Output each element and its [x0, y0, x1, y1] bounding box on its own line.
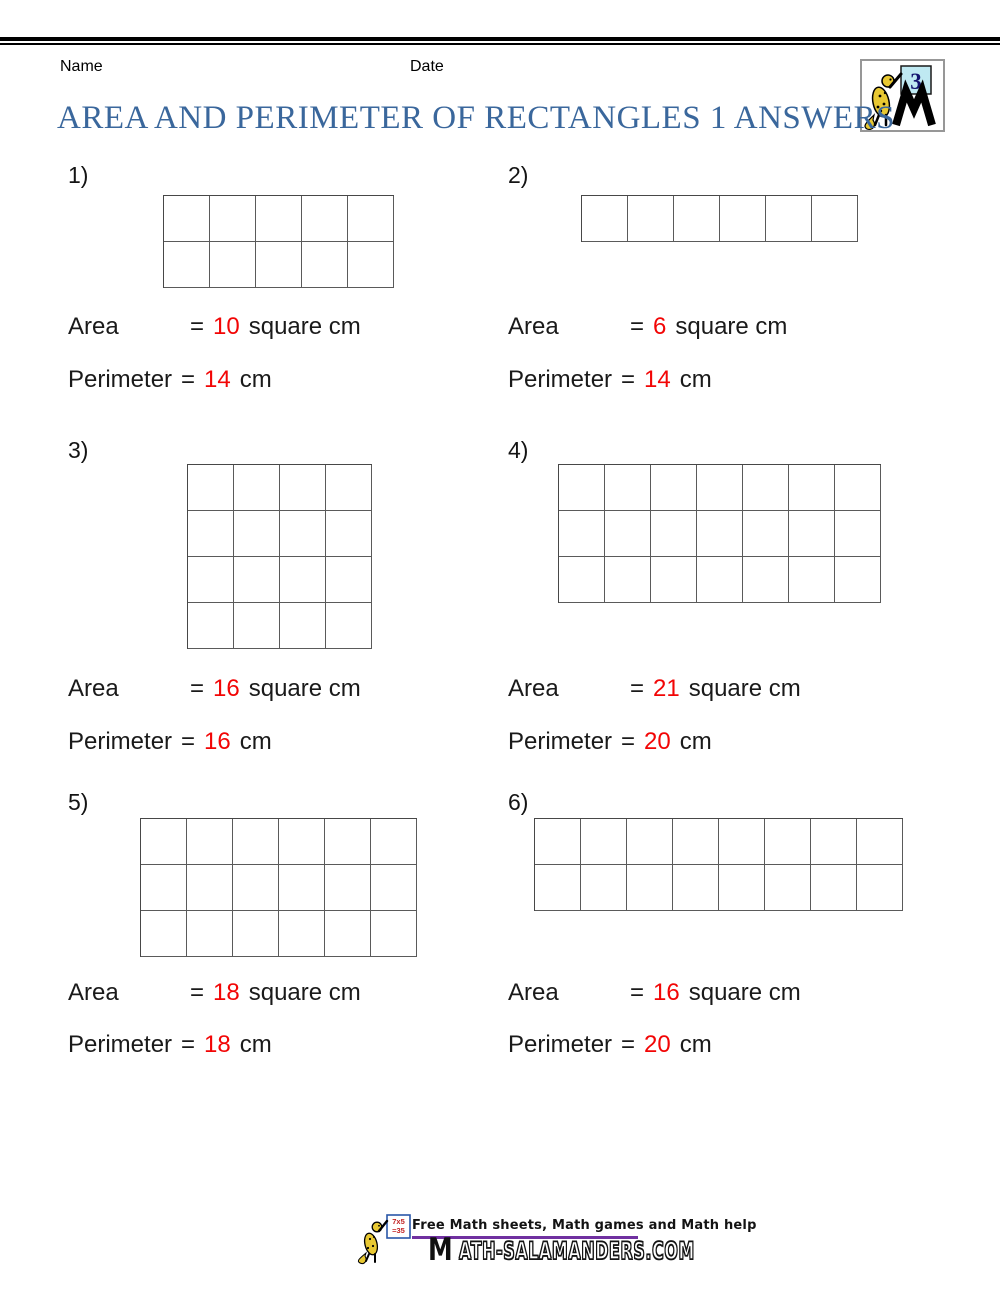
- equals-sign: =: [630, 313, 645, 340]
- grid-cell: [188, 557, 234, 603]
- grid-cell: [559, 511, 605, 557]
- grid-cell: [233, 865, 279, 911]
- grid-cell: [325, 819, 371, 865]
- grid-cell: [326, 465, 372, 511]
- grid-cell: [234, 557, 280, 603]
- equals-sign: =: [190, 313, 205, 340]
- grid-cell: [605, 511, 651, 557]
- grid-cell: [234, 465, 280, 511]
- grid-cell: [164, 242, 210, 288]
- grid-cell: [187, 911, 233, 957]
- area-unit: square cm: [248, 675, 361, 702]
- grid-cell: [857, 819, 903, 865]
- grid-cell: [627, 865, 673, 911]
- area-label: Area: [508, 313, 559, 340]
- grid-cell: [581, 819, 627, 865]
- equals-sign: =: [190, 675, 205, 702]
- grid-cell: [651, 511, 697, 557]
- problem-6-perimeter-line: [508, 1031, 712, 1059]
- equals-sign: =: [621, 728, 636, 755]
- grid-cell: [187, 865, 233, 911]
- equals-sign: =: [630, 979, 645, 1006]
- perimeter-label: Perimeter: [508, 366, 613, 393]
- perimeter-label: Perimeter: [508, 1031, 613, 1058]
- perimeter-value: 14: [644, 366, 671, 393]
- problem-1-area-line: [68, 313, 361, 341]
- perimeter-unit: cm: [679, 728, 712, 755]
- area-label: Area: [68, 979, 119, 1006]
- equals-sign: =: [190, 979, 205, 1006]
- footer-brand: [428, 1232, 816, 1268]
- grid-cell: [559, 465, 605, 511]
- grid-cell: [559, 557, 605, 603]
- problem-6-area-line: [508, 979, 801, 1007]
- grid-cell: [627, 819, 673, 865]
- problem-5-number: 5): [68, 789, 89, 815]
- grid-cell: [164, 196, 210, 242]
- grid-cell: [280, 603, 326, 649]
- grid-cell: [582, 196, 628, 242]
- perimeter-value: 14: [204, 366, 231, 393]
- grid-cell: [674, 196, 720, 242]
- grid-cell: [835, 557, 881, 603]
- area-label: Area: [508, 675, 559, 702]
- area-unit: square cm: [675, 313, 788, 340]
- area-value: 18: [213, 979, 240, 1006]
- grid-cell: [835, 511, 881, 557]
- grid-cell: [326, 603, 372, 649]
- name-label: Name: [60, 58, 103, 75]
- grid-cell: [605, 465, 651, 511]
- grid-cell: [371, 865, 417, 911]
- grid-cell: [857, 865, 903, 911]
- date-label: Date: [410, 58, 444, 75]
- grid-cell: [279, 911, 325, 957]
- perimeter-value: 20: [644, 728, 671, 755]
- grid-cell: [697, 511, 743, 557]
- grid-cell: [789, 511, 835, 557]
- problem-1-grid: [163, 195, 394, 288]
- problem-3-perimeter-line: [68, 728, 272, 756]
- grid-cell: [765, 865, 811, 911]
- problem-2-number: 2): [508, 162, 529, 188]
- grid-cell: [719, 865, 765, 911]
- grid-cell: [233, 911, 279, 957]
- perimeter-value: 16: [204, 728, 231, 755]
- footer-board-line2: =35: [392, 1226, 405, 1235]
- grid-cell: [719, 819, 765, 865]
- problem-5-grid: [140, 818, 417, 957]
- grid-cell: [371, 911, 417, 957]
- grid-cell: [811, 819, 857, 865]
- grid-cell: [835, 465, 881, 511]
- problem-3-grid: [187, 464, 372, 649]
- grid-cell: [766, 196, 812, 242]
- grid-cell: [141, 819, 187, 865]
- area-value: 16: [653, 979, 680, 1006]
- problem-5-perimeter-line: [68, 1031, 272, 1059]
- area-label: Area: [508, 979, 559, 1006]
- page-title: AREA AND PERIMETER OF RECTANGLES 1 ANSWERS: [57, 100, 895, 136]
- problem-6-grid: [534, 818, 903, 911]
- grid-cell: [279, 865, 325, 911]
- grid-cell: [280, 557, 326, 603]
- perimeter-unit: cm: [239, 1031, 272, 1058]
- problem-5-area-line: [68, 979, 361, 1007]
- grid-cell: [789, 557, 835, 603]
- grid-cell: [325, 911, 371, 957]
- perimeter-label: Perimeter: [68, 728, 173, 755]
- perimeter-label: Perimeter: [68, 1031, 173, 1058]
- top-rule-thick: [0, 37, 1000, 41]
- equals-sign: =: [181, 366, 196, 393]
- perimeter-unit: cm: [679, 1031, 712, 1058]
- grid-cell: [187, 819, 233, 865]
- footer-tagline: Free Math sheets, Math games and Math help: [412, 1218, 757, 1233]
- grid-cell: [280, 511, 326, 557]
- area-label: Area: [68, 675, 119, 702]
- grid-cell: [673, 865, 719, 911]
- problem-1-number: 1): [68, 162, 89, 188]
- grid-cell: [535, 819, 581, 865]
- area-label: Area: [68, 313, 119, 340]
- grid-cell: [279, 819, 325, 865]
- perimeter-unit: cm: [239, 728, 272, 755]
- grid-cell: [651, 465, 697, 511]
- grid-cell: [280, 465, 326, 511]
- area-value: 16: [213, 675, 240, 702]
- perimeter-value: 18: [204, 1031, 231, 1058]
- grid-cell: [326, 511, 372, 557]
- footer-salamander-logo: [356, 1213, 412, 1270]
- grid-cell: [811, 865, 857, 911]
- grid-cell: [188, 603, 234, 649]
- brand-initial: M: [428, 1232, 453, 1268]
- equals-sign: =: [621, 1031, 636, 1058]
- grid-cell: [348, 196, 394, 242]
- grid-cell: [371, 819, 417, 865]
- footer-salamander-icon: [358, 1221, 387, 1264]
- grid-cell: [326, 557, 372, 603]
- grid-cell: [651, 557, 697, 603]
- problem-4-area-line: [508, 675, 801, 703]
- grid-cell: [302, 196, 348, 242]
- grid-cell: [302, 242, 348, 288]
- problem-6-number: 6): [508, 789, 529, 815]
- perimeter-unit: cm: [239, 366, 272, 393]
- grid-cell: [256, 196, 302, 242]
- perimeter-label: Perimeter: [68, 366, 173, 393]
- perimeter-unit: cm: [679, 366, 712, 393]
- equals-sign: =: [630, 675, 645, 702]
- problem-2-perimeter-line: [508, 366, 712, 394]
- problem-4-number: 4): [508, 437, 529, 463]
- footer-board-line1: 7x5: [392, 1217, 405, 1226]
- grid-cell: [256, 242, 302, 288]
- grid-cell: [628, 196, 674, 242]
- grid-cell: [234, 511, 280, 557]
- grid-cell: [210, 196, 256, 242]
- grid-cell: [812, 196, 858, 242]
- footer-salamander-graphic: [356, 1213, 412, 1265]
- grade-number: 3: [910, 69, 922, 94]
- problem-3-area-line: [68, 675, 361, 703]
- area-value: 21: [653, 675, 680, 702]
- area-unit: square cm: [248, 979, 361, 1006]
- equals-sign: =: [181, 728, 196, 755]
- grid-cell: [605, 557, 651, 603]
- perimeter-value: 20: [644, 1031, 671, 1058]
- grid-cell: [720, 196, 766, 242]
- area-value: 6: [653, 313, 667, 340]
- grid-cell: [743, 511, 789, 557]
- grid-cell: [697, 465, 743, 511]
- grid-cell: [233, 819, 279, 865]
- grid-cell: [325, 865, 371, 911]
- brand-text: ATH-SALAMANDERS.COM: [458, 1237, 695, 1265]
- problem-2-area-line: [508, 313, 787, 341]
- grid-cell: [789, 465, 835, 511]
- grid-cell: [535, 865, 581, 911]
- grid-cell: [188, 511, 234, 557]
- grid-cell: [765, 819, 811, 865]
- equals-sign: =: [181, 1031, 196, 1058]
- area-unit: square cm: [688, 675, 801, 702]
- grid-cell: [141, 911, 187, 957]
- problem-3-number: 3): [68, 437, 89, 463]
- equals-sign: =: [621, 366, 636, 393]
- grid-cell: [581, 865, 627, 911]
- area-value: 10: [213, 313, 240, 340]
- problem-4-grid: [558, 464, 881, 603]
- grid-cell: [743, 557, 789, 603]
- grid-cell: [673, 819, 719, 865]
- problem-2-grid: [581, 195, 858, 242]
- problem-4-perimeter-line: [508, 728, 712, 756]
- grid-cell: [234, 603, 280, 649]
- area-unit: square cm: [688, 979, 801, 1006]
- grid-cell: [743, 465, 789, 511]
- problem-1-perimeter-line: [68, 366, 272, 394]
- perimeter-label: Perimeter: [508, 728, 613, 755]
- top-rule-thin: [0, 43, 1000, 45]
- grid-cell: [141, 865, 187, 911]
- grid-cell: [188, 465, 234, 511]
- grid-cell: [348, 242, 394, 288]
- area-unit: square cm: [248, 313, 361, 340]
- grid-cell: [697, 557, 743, 603]
- grid-cell: [210, 242, 256, 288]
